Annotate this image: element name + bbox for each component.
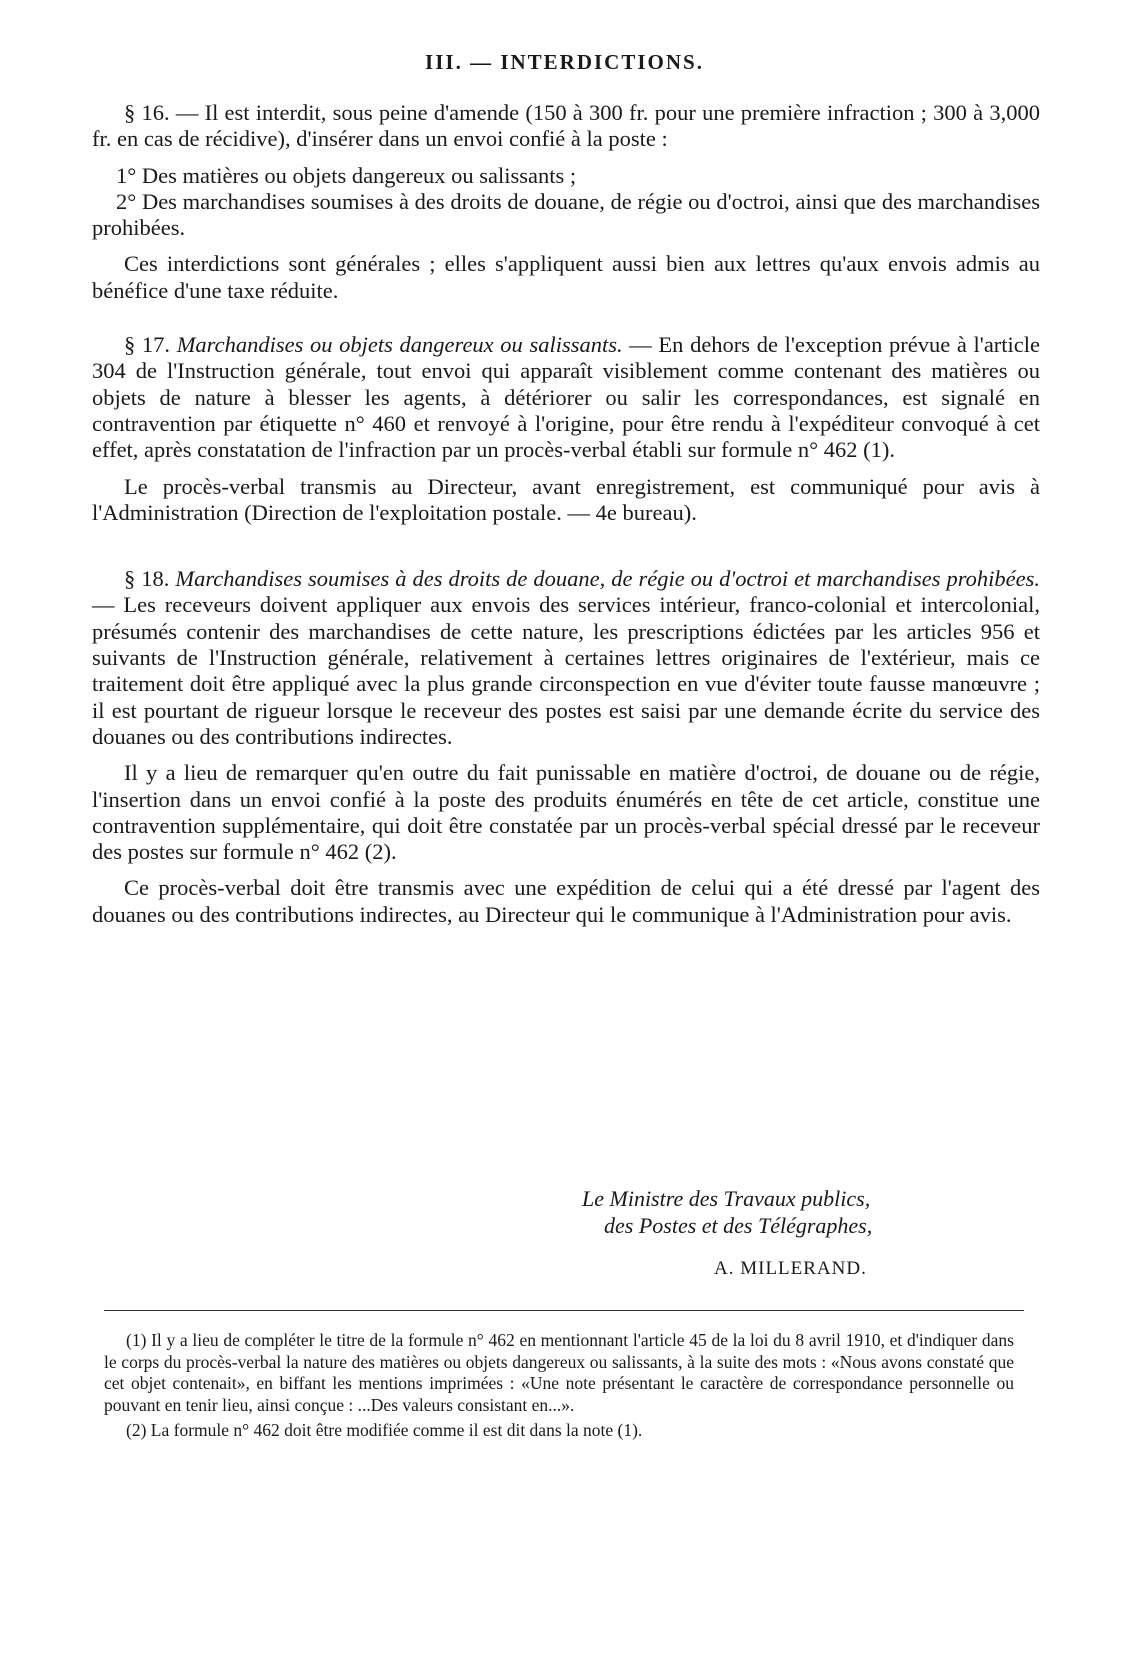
section-number: § 17. (124, 332, 171, 358)
footnote-2: (2) La formule n° 462 doit être modifiée comme il est dit dans la note (1). (126, 1420, 643, 1440)
paragraph-s16: § 16. — Il est interdit, sous peine d'amende (150 à 300 fr. pour une première infraction ; 300 à 3,000 fr. en cas de récidive), d'insérer dans un envoi confié à la poste : (92, 100, 1040, 152)
section-heading: III. — INTERDICTIONS. (425, 50, 704, 74)
list-item-2: 2° Des marchandises soumises à des droits de douane, de régie ou d'octroi, ainsi que des marchandises prohibées. (92, 188, 1040, 241)
paragraph-interdictions-generales: Ces interdictions sont générales ; elles s'appliquent aussi bien aux lettres qu'aux envois admis au bénéfice d'une taxe réduite. (92, 251, 1040, 303)
signature-name: A. MILLERAND. (714, 1258, 867, 1279)
footnote-divider (104, 1310, 1024, 1311)
list-item-1: 1° Des matières ou objets dangereux ou salissants ; (116, 162, 577, 188)
signature-block (560, 1185, 980, 1239)
signature-title-line1: Le Ministre des Travaux publics, (582, 1186, 871, 1211)
paragraph-s17-transmission: Le procès-verbal transmis au Directeur, avant enregistrement, est communiqué pour avis à l'Administration (Direction de l'exploitation postale. — 4e bureau). (92, 473, 1040, 525)
paragraph-s18-remarque: Il y a lieu de remarquer qu'en outre du fait punissable en matière d'octroi, de douane ou de régie, l'insertion dans un envoi confié à la poste des produits énumérés en tête de cet article, constitue une contravention supplémentaire, qui doit être constatée par un procès-verbal spécial dressé par le receveur des postes sur formule n° 462 (2). (92, 760, 1040, 865)
paragraph-s18 (92, 566, 1040, 750)
signature-title-line2: des Postes et des Télégraphes, (604, 1213, 873, 1238)
footnotes (104, 1330, 1014, 1442)
paragraph-s18-transmission: Ce procès-verbal doit être transmis avec une expédition de celui qui a été dressé par l'agent des douanes ou des contributions indirectes, au Directeur qui le communique à l'Administration pour avis. (92, 875, 1040, 927)
section-title: Marchandises ou objets dangereux ou salissants. (176, 332, 623, 358)
section-number: § 18. (124, 566, 170, 592)
paragraph-s17 (92, 332, 1040, 463)
section-text: — Les receveurs doivent appliquer aux envois des services intérieur, franco-colonial et intercolonial, présumés contenir des marchandises de cette nature, les prescriptions édictées par les articles 956 et suivants de l'Instruction générale, relativement à certaines lettres originaires de l'extérieur, mais ce traitement doit être appliqué avec la plus grande circonspection en vue d'éviter toute fausse manœuvre ; il est pourtant de rigueur lorsque le receveur des postes est saisi par une demande écrite du service des douanes ou des contributions indirectes. (92, 592, 1040, 749)
section-text: — En dehors de l'exception prévue à l'article 304 de l'Instruction générale, tout envoi qui apparaît visiblement comme contenant des matières ou objets de nature à blesser les agents, à détériorer ou salir les correspondances, est signalé en contravention par étiquette n° 460 et renvoyé à l'origine, pour être rendu à l'expéditeur convoqué à cet effet, après constatation de l'infraction par un procès-verbal établi sur formule n° 462 (1). (92, 332, 1041, 463)
section-title: Marchandises soumises à des droits de douane, de régie ou d'octroi et marchandises prohibées. (175, 566, 1041, 592)
footnote-1: (1) Il y a lieu de compléter le titre de la formule n° 462 en mentionnant l'article 45 de la loi du 8 avril 1910, et d'indiquer dans le corps du procès-verbal la nature des matières ou objets dangereux ou salissants, à la suite des mots : «Nous avons constaté que cet objet contenait», en biffant les mentions imprimées : «Une note présentant le caractère de correspondance personnelle ou pouvant en tenir lieu, ainsi conçue : ...Des valeurs consistant en...». (104, 1330, 1014, 1415)
body-text (92, 100, 1040, 928)
